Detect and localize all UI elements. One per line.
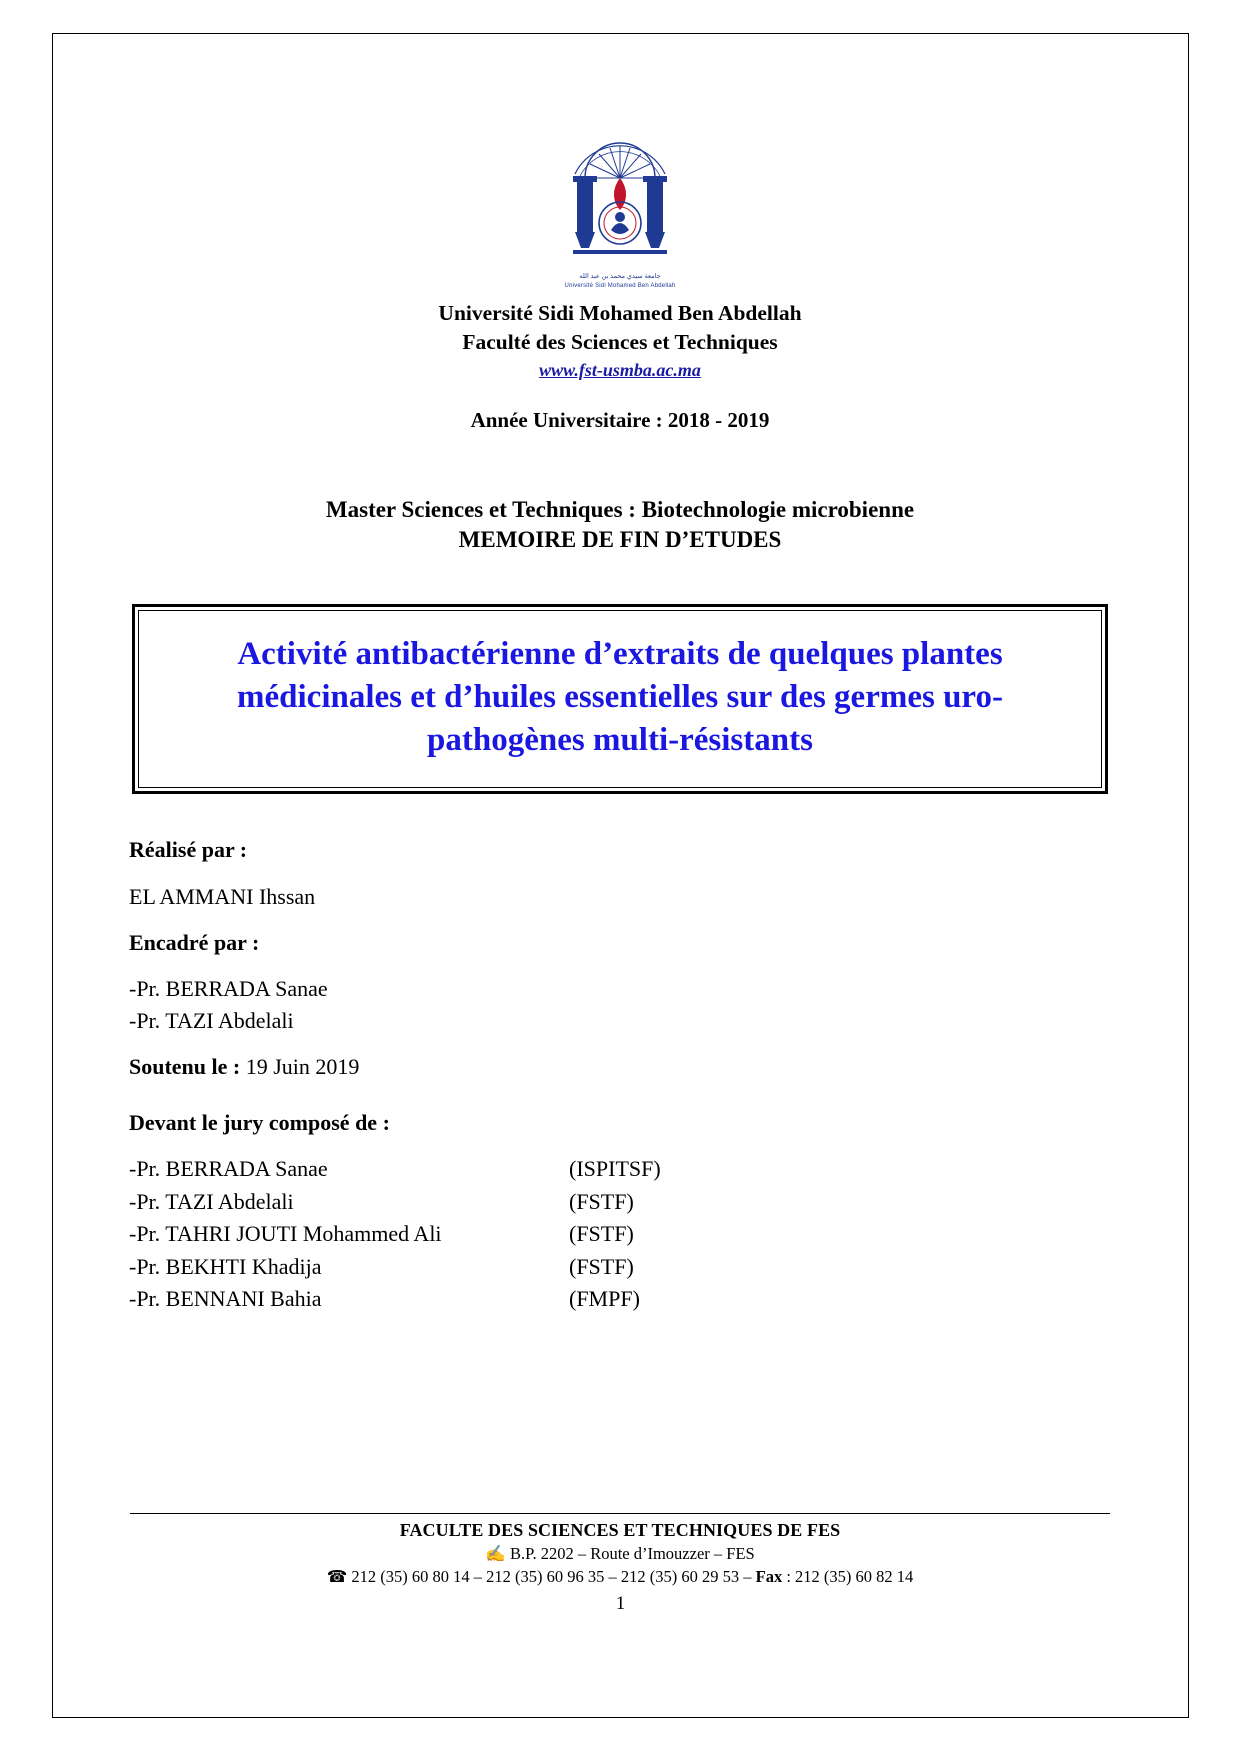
supervisor-label: Encadré par : (129, 929, 260, 955)
header-block (120, 299, 1120, 382)
jury-row (129, 1251, 1120, 1284)
faculty-website-link[interactable]: www.fst-usmba.ac.ma (539, 359, 701, 380)
logo-caption-arabic: جامعة سيدي محمد بن عبد الله (579, 273, 661, 280)
logo-container (120, 118, 1120, 293)
footer-institution: FACULTE DES SCIENCES ET TECHNIQUES DE FES (399, 1520, 841, 1540)
jury-row (129, 1283, 1120, 1316)
footer-divider (130, 1513, 1110, 1514)
faculty-name: Faculté des Sciences et Techniques (462, 329, 778, 354)
thesis-title: Activité antibactérienne d’extraits de quelques plantes médicinales et d’huiles essentielles sur des germes uro-pathogènes multi-résistants (237, 635, 1003, 758)
page-footer (130, 1513, 1110, 1587)
jury-member-name: -Pr. TAZI Abdelali (129, 1188, 294, 1214)
footer-phones: ☎ 212 (35) 60 80 14 – 212 (35) 60 96 35 – 212 (35) 60 29 53 – (326, 1567, 756, 1586)
jury-member-affiliation: (ISPITSF) (569, 1156, 661, 1182)
supervisor-item: -Pr. BERRADA Sanae (129, 975, 328, 1001)
jury-member-name: -Pr. TAHRI JOUTI Mohammed Ali (129, 1221, 442, 1247)
jury-member-name: -Pr. BEKHTI Khadija (129, 1253, 322, 1279)
jury-member-affiliation: (FSTF) (569, 1221, 634, 1247)
academic-year: Année Universitaire : 2018 - 2019 (470, 408, 770, 433)
supervisor-item: -Pr. TAZI Abdelali (129, 1007, 294, 1033)
title-box (132, 604, 1108, 795)
footer-fax-number: : 212 (35) 60 82 14 (782, 1567, 914, 1586)
jury-row (129, 1186, 1120, 1219)
jury-label: Devant le jury composé de : (129, 1110, 390, 1136)
defense-row (129, 1051, 1120, 1083)
jury-row (129, 1153, 1120, 1186)
page-number: 1 (615, 1593, 626, 1614)
supervisor-list (129, 973, 1120, 1037)
page-content (120, 100, 1120, 1316)
university-name: Université Sidi Mohamed Ben Abdellah (438, 301, 802, 325)
jury-row (129, 1218, 1120, 1251)
author-label: Réalisé par : (129, 837, 248, 863)
jury-member-affiliation: (FSTF) (569, 1253, 634, 1279)
program-block (120, 495, 1120, 556)
university-crest-icon (545, 118, 695, 293)
footer-address: ✍ B.P. 2202 – Route d’Imouzzer – FES (485, 1544, 755, 1563)
program-name: Master Sciences et Techniques : Biotechnologie microbienne (325, 497, 915, 523)
author-name: EL AMMANI Ihssan (129, 883, 316, 909)
logo-caption-french: Université Sidi Mohamed Ben Abdellah (564, 283, 676, 289)
defense-date: 19 Juin 2019 (245, 1053, 360, 1079)
jury-list (129, 1153, 1120, 1316)
footer-contact (130, 1567, 1110, 1587)
document-type: MEMOIRE DE FIN D’ETUDES (458, 527, 782, 553)
details-block (120, 834, 1120, 1316)
defense-label: Soutenu le : (129, 1053, 241, 1079)
jury-member-name: -Pr. BENNANI Bahia (129, 1286, 322, 1312)
title-box-inner (138, 610, 1102, 789)
jury-member-affiliation: (FMPF) (569, 1286, 640, 1312)
footer-fax-label: Fax (755, 1567, 783, 1586)
jury-member-name: -Pr. BERRADA Sanae (129, 1156, 328, 1182)
jury-member-affiliation: (FSTF) (569, 1188, 634, 1214)
